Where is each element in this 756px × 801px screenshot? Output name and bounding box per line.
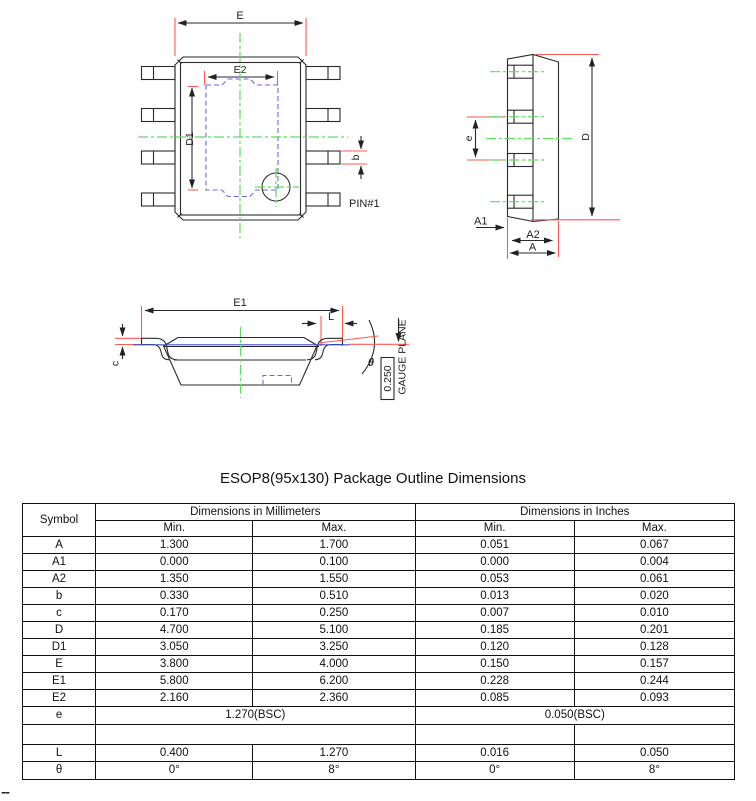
- cell-in-max: 0.067: [574, 537, 734, 554]
- cell-mm-max: 5.100: [253, 622, 415, 639]
- cell-mm-min: 1.350: [96, 571, 253, 588]
- table-row: [23, 622, 735, 639]
- header-symbol: Symbol: [23, 504, 96, 537]
- table-row: [23, 745, 735, 762]
- cell-mm-max: 4.000: [253, 656, 415, 673]
- cell-in-max: 0.157: [574, 656, 734, 673]
- cell-mm-min: 0.000: [96, 554, 253, 571]
- dim-label-E1: E1: [233, 297, 247, 309]
- cell-mm-min: 2.160: [96, 690, 253, 707]
- table-row: [23, 605, 735, 622]
- front-view-drawing: [110, 297, 410, 400]
- empty-cell: [574, 725, 734, 745]
- dim-label-e: e: [463, 135, 475, 142]
- dim-label-A2: A2: [526, 229, 540, 241]
- table-row: [23, 762, 735, 780]
- row-symbol: A: [23, 537, 96, 554]
- cell-mm-min: 0.330: [96, 588, 253, 605]
- row-symbol: θ: [23, 762, 96, 780]
- empty-cell: [23, 725, 96, 745]
- row-symbol: E: [23, 656, 96, 673]
- dim-label-D1: D1: [184, 132, 196, 146]
- side-view-pins: [508, 65, 534, 208]
- table-row: [23, 537, 735, 554]
- dim-label-E2: E2: [233, 64, 247, 76]
- cell-in-min: 0.000: [415, 554, 574, 571]
- cell-in-max: 0.244: [574, 673, 734, 690]
- dim-label-theta: θ: [367, 357, 375, 369]
- side-view-centerlines: [486, 72, 575, 202]
- row-symbol: E2: [23, 690, 96, 707]
- cell-mm-min: 0°: [96, 762, 253, 780]
- cell-in-min: 0.185: [415, 622, 574, 639]
- cell-in-min: 0.228: [415, 673, 574, 690]
- dim-label-A: A: [528, 241, 537, 254]
- cell-in-min: 0.007: [415, 605, 574, 622]
- page-title: ESOP8(95x130) Package Outline Dimensions: [220, 470, 526, 487]
- cell-in-min: 0.051: [415, 537, 574, 554]
- gauge-offset-value: 0.250: [382, 365, 394, 392]
- row-symbol: A1: [23, 554, 96, 571]
- row-symbol: E1: [23, 673, 96, 690]
- dim-label-c: c: [109, 360, 122, 367]
- row-symbol: L: [23, 745, 96, 762]
- cell-in-max: 0.093: [574, 690, 734, 707]
- cell-mm-max: 1.700: [253, 537, 415, 554]
- dimensions-table: [22, 503, 735, 780]
- dim-label-D: D: [580, 133, 592, 141]
- cell-mm-max: 0.100: [253, 554, 415, 571]
- cell-mm-max: 1.550: [253, 571, 415, 588]
- cell-mm-min: 3.800: [96, 656, 253, 673]
- header-mm-group: Dimensions in Millimeters: [96, 504, 415, 521]
- cell-mm-bsc: 1.270(BSC): [96, 707, 415, 725]
- cell-mm-min: 4.700: [96, 622, 253, 639]
- cell-mm-max: 8°: [253, 762, 415, 780]
- table-row: [23, 588, 735, 605]
- header-in-group: Dimensions in Inches: [415, 504, 734, 521]
- table-row: [23, 554, 735, 571]
- cell-in-max: 0.010: [574, 605, 734, 622]
- exposed-pad-hidden-edge: [263, 376, 292, 386]
- cell-mm-max: 0.510: [253, 588, 415, 605]
- cell-mm-max: 2.360: [253, 690, 415, 707]
- table-row: [23, 571, 735, 588]
- row-symbol: b: [23, 588, 96, 605]
- cell-in-min: 0.013: [415, 588, 574, 605]
- dim-label-L: L: [327, 311, 335, 323]
- cell-in-max: 0.020: [574, 588, 734, 605]
- row-symbol: A2: [23, 571, 96, 588]
- cell-mm-min: 0.400: [96, 745, 253, 762]
- table-header-minmax: [23, 521, 735, 537]
- dim-label-b: b: [350, 154, 362, 161]
- dim-label-E: E: [236, 10, 244, 22]
- table-row: [23, 639, 735, 656]
- cell-mm-min: 5.800: [96, 673, 253, 690]
- cell-in-min: 0.016: [415, 745, 574, 762]
- cell-in-max: 0.128: [574, 639, 734, 656]
- dim-label-A1: A1: [474, 215, 488, 228]
- header-mm-min: Min.: [96, 521, 253, 537]
- table-row: [23, 656, 735, 673]
- empty-cell: [415, 725, 574, 745]
- side-view-drawing: [463, 55, 620, 260]
- cell-mm-min: 1.300: [96, 537, 253, 554]
- cell-in-max: 0.050: [574, 745, 734, 762]
- empty-cell: [96, 725, 415, 745]
- cell-mm-max: 6.200: [253, 673, 415, 690]
- row-symbol: D: [23, 622, 96, 639]
- cell-in-max: 0.004: [574, 554, 734, 571]
- top-view-drawing: [138, 10, 380, 238]
- cell-in-min: 0.053: [415, 571, 574, 588]
- cell-in-min: 0°: [415, 762, 574, 780]
- table-row: [23, 673, 735, 690]
- cell-in-min: 0.120: [415, 639, 574, 656]
- table-row-e: [23, 707, 735, 725]
- cell-mm-max: 3.250: [253, 639, 415, 656]
- top-view-left-pins: [142, 67, 176, 207]
- cell-in-min: 0.085: [415, 690, 574, 707]
- cell-mm-max: 1.270: [253, 745, 415, 762]
- cell-mm-min: 3.050: [96, 639, 253, 656]
- header-mm-max: Max.: [253, 521, 415, 537]
- gauge-plane-label: GAUGE PLANE: [396, 319, 409, 395]
- table-row: [23, 690, 735, 707]
- header-in-max: Max.: [574, 521, 734, 537]
- exposed-pad-outline: [206, 79, 278, 197]
- cell-in-min: 0.150: [415, 656, 574, 673]
- row-symbol: D1: [23, 639, 96, 656]
- top-view-right-pins: [306, 67, 340, 207]
- table-row-empty: [23, 725, 735, 745]
- cell-in-max: 0.201: [574, 622, 734, 639]
- cell-mm-min: 0.170: [96, 605, 253, 622]
- table-header-groups: [23, 504, 735, 521]
- row-symbol: c: [23, 605, 96, 622]
- row-symbol: e: [23, 707, 96, 725]
- cell-in-max: 0.061: [574, 571, 734, 588]
- cell-in-bsc: 0.050(BSC): [415, 707, 734, 725]
- cell-mm-max: 0.250: [253, 605, 415, 622]
- pin1-label: PIN#1: [349, 198, 380, 210]
- header-in-min: Min.: [415, 521, 574, 537]
- page-footer-mark: --: [1, 785, 9, 800]
- cell-in-max: 8°: [574, 762, 734, 780]
